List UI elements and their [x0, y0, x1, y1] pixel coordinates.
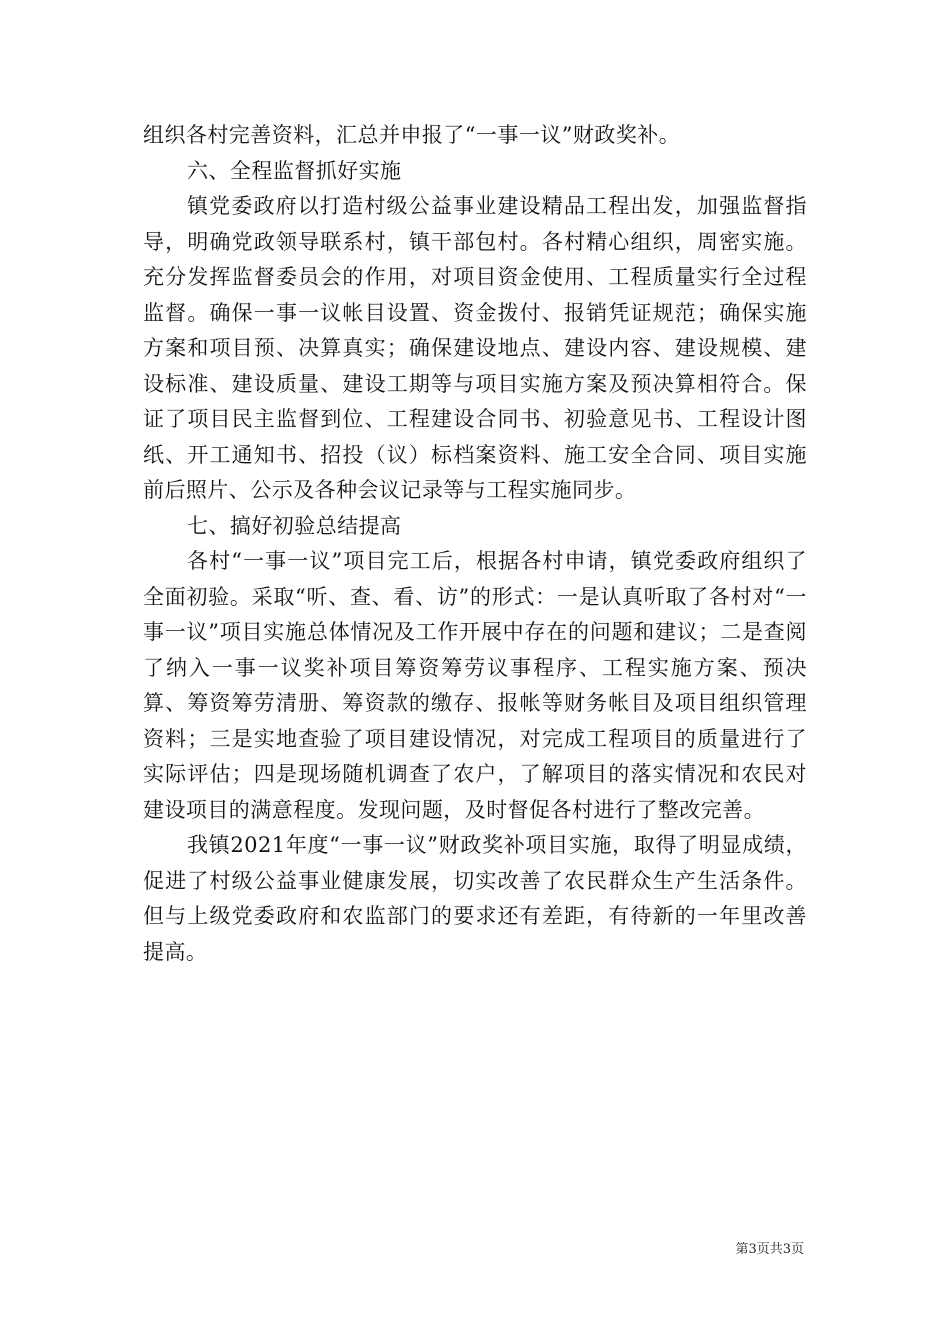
section-heading-six: 六、全程监督抓好实施	[187, 158, 402, 183]
section-heading-seven: 七、搞好初验总结提高	[187, 513, 402, 538]
page-number: 第3页共3页	[735, 1242, 804, 1257]
paragraph-continuation: 组织各村完善资料，汇总并申报了“一事一议”财政奖补。	[143, 123, 681, 147]
document-body	[143, 118, 807, 970]
paragraph-supervision: 镇党委政府以打造村级公益事业建设精品工程出发，加强监督指导，明确党政领导联系村，镇干部包村。各村精心组织，周密实施。充分发挥监督委员会的作用，对项目资金使用、工程质量实行全过程监督。确保一事一议帐目设置、资金拨付、报销凭证规范；确保实施方案和项目预、决算真实；确保建设地点、建设内容、建设规模、建设标准、建设质量、建设工期等与项目实施方案及预决算相符合。保证了项目民主监督到位、工程建设合同书、初验意见书、工程设计图纸、开工通知书、招投（议）标档案资料、施工安全合同、项目实施前后照片、公示及各种会议记录等与工程实施同步。	[143, 194, 807, 502]
paragraph-conclusion: 我镇2021年度“一事一议”财政奖补项目实施，取得了明显成绩，促进了村级公益事业健康发展，切实改善了农民群众生产生活条件。但与上级党委政府和农监部门的要求还有差距，有待新的一年里改善提高。	[143, 833, 807, 964]
paragraph-inspection: 各村“一事一议”项目完工后，根据各村申请，镇党委政府组织了全面初验。采取“听、查、看、访”的形式：一是认真听取了各村对“一事一议”项目实施总体情况及工作开展中存在的问题和建议；二是查阅了纳入一事一议奖补项目筹资筹劳议事程序、工程实施方案、预决算、筹资筹劳清册、筹资款的缴存、报帐等财务帐目及项目组织管理资料；三是实地查验了项目建设情况，对完成工程项目的质量进行了实际评估；四是现场随机调查了农户，了解项目的落实情况和农民对建设项目的满意程度。发现问题，及时督促各村进行了整改完善。	[143, 549, 807, 822]
